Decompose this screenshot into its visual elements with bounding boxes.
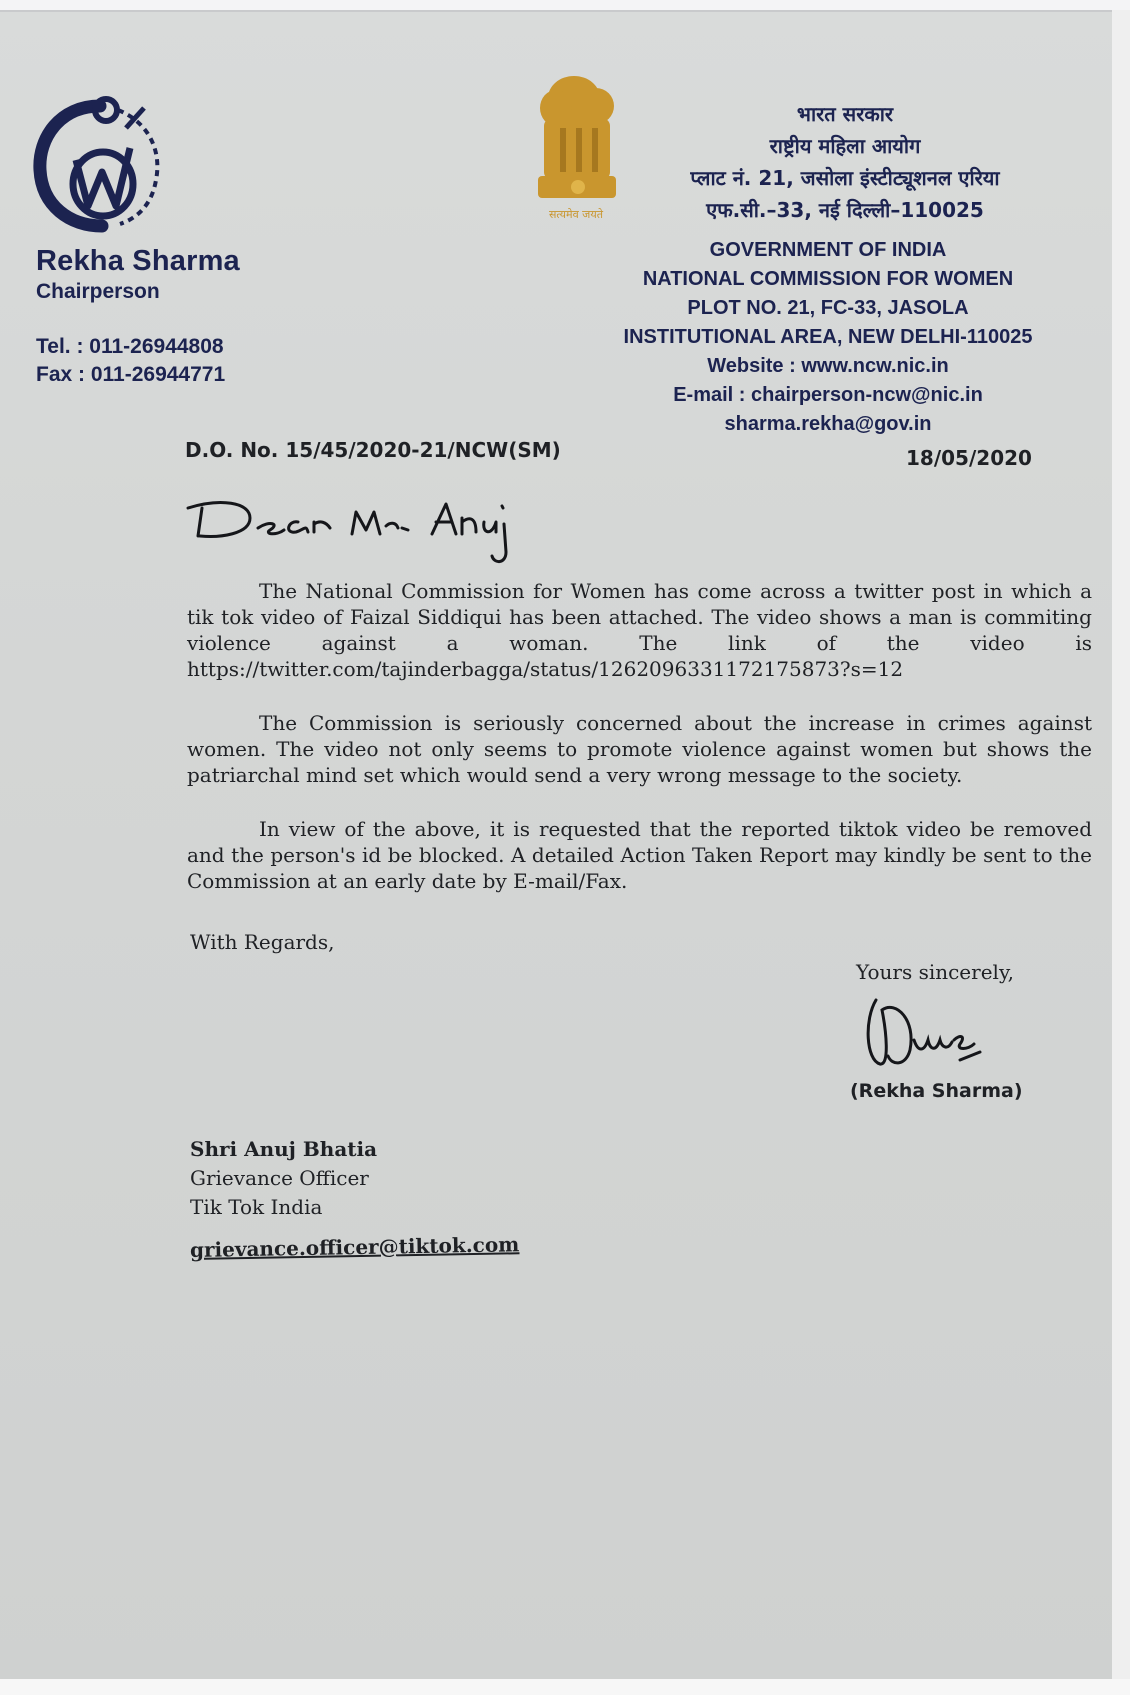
regards-line: With Regards, <box>190 930 335 954</box>
closing-line: Yours sincerely, <box>856 960 1014 984</box>
english-address <box>568 236 1088 439</box>
person-name: Rekha Sharma <box>36 245 240 277</box>
bottom-border <box>0 1679 1130 1695</box>
letter-date: 18/05/2020 <box>906 446 1032 470</box>
signature-icon <box>856 990 996 1080</box>
recipient-name: Shri Anuj Bhatia <box>190 1137 378 1161</box>
hindi-line: एफ.सी.–33, नई दिल्ली–110025 <box>706 198 984 222</box>
website-line: Website : www.ncw.nic.in <box>707 355 949 377</box>
hindi-address <box>610 98 1080 226</box>
right-border <box>1112 10 1130 1679</box>
signer-name: (Rekha Sharma) <box>850 1080 1023 1102</box>
recipient-org: Tik Tok India <box>190 1195 323 1219</box>
letter-body <box>187 578 1092 922</box>
letterhead-person <box>36 244 240 306</box>
person-title: Chairperson <box>36 280 160 303</box>
handwritten-salutation <box>180 494 540 574</box>
recipient-title: Grievance Officer <box>190 1166 369 1190</box>
hindi-line: भारत सरकार <box>796 102 894 126</box>
contact-block <box>36 333 225 389</box>
address-line: INSTITUTIONAL AREA, NEW DELHI-110025 <box>623 326 1033 348</box>
address-line: NATIONAL COMMISSION FOR WOMEN <box>642 268 1014 290</box>
hindi-line: प्लाट नं. 21, जसोला इंस्टीट्यूशनल एरिया <box>690 166 1000 190</box>
tel-number: Tel. : 011-26944808 <box>36 335 224 358</box>
body-paragraph: In view of the above, it is requested that the reported tiktok video be removed and the person's id be blocked. A detailed Action Taken Report may kindly be sent to the Commission at an early date by E-mail/Fax. <box>187 817 1092 893</box>
ncw-logo-icon <box>30 88 170 238</box>
email-line: E-mail : chairperson-ncw@nic.in <box>673 384 983 406</box>
address-line: GOVERNMENT OF INDIA <box>709 239 947 261</box>
emblem-motto: सत्यमेव जयते <box>548 208 604 221</box>
body-paragraph: The Commission is seriously concerned about the increase in crimes against women. The video not only seems to promote violence against women but shows the patriarchal mind set which would send a very wrong message to the society. <box>187 711 1092 787</box>
reference-number: D.O. No. 15/45/2020-21/NCW(SM) <box>185 438 561 462</box>
top-border <box>0 0 1130 12</box>
address-line: PLOT NO. 21, FC-33, JASOLA <box>687 297 969 319</box>
email-line: sharma.rekha@gov.in <box>724 413 932 435</box>
recipient-email: grievance.officer@tiktok.com <box>189 1232 520 1262</box>
recipient-block <box>190 1135 377 1222</box>
body-paragraph: The National Commission for Women has come across a twitter post in which a tik tok video of Faizal Siddiqui has been attached. The video shows a man is commiting violence against a woman. The link of the video is https://twitter.com/tajinderbagga/status/1262096331172175873?s=12 <box>187 579 1092 681</box>
hindi-line: राष्ट्रीय महिला आयोग <box>769 134 921 158</box>
fax-number: Fax : 011-26944771 <box>36 363 226 386</box>
